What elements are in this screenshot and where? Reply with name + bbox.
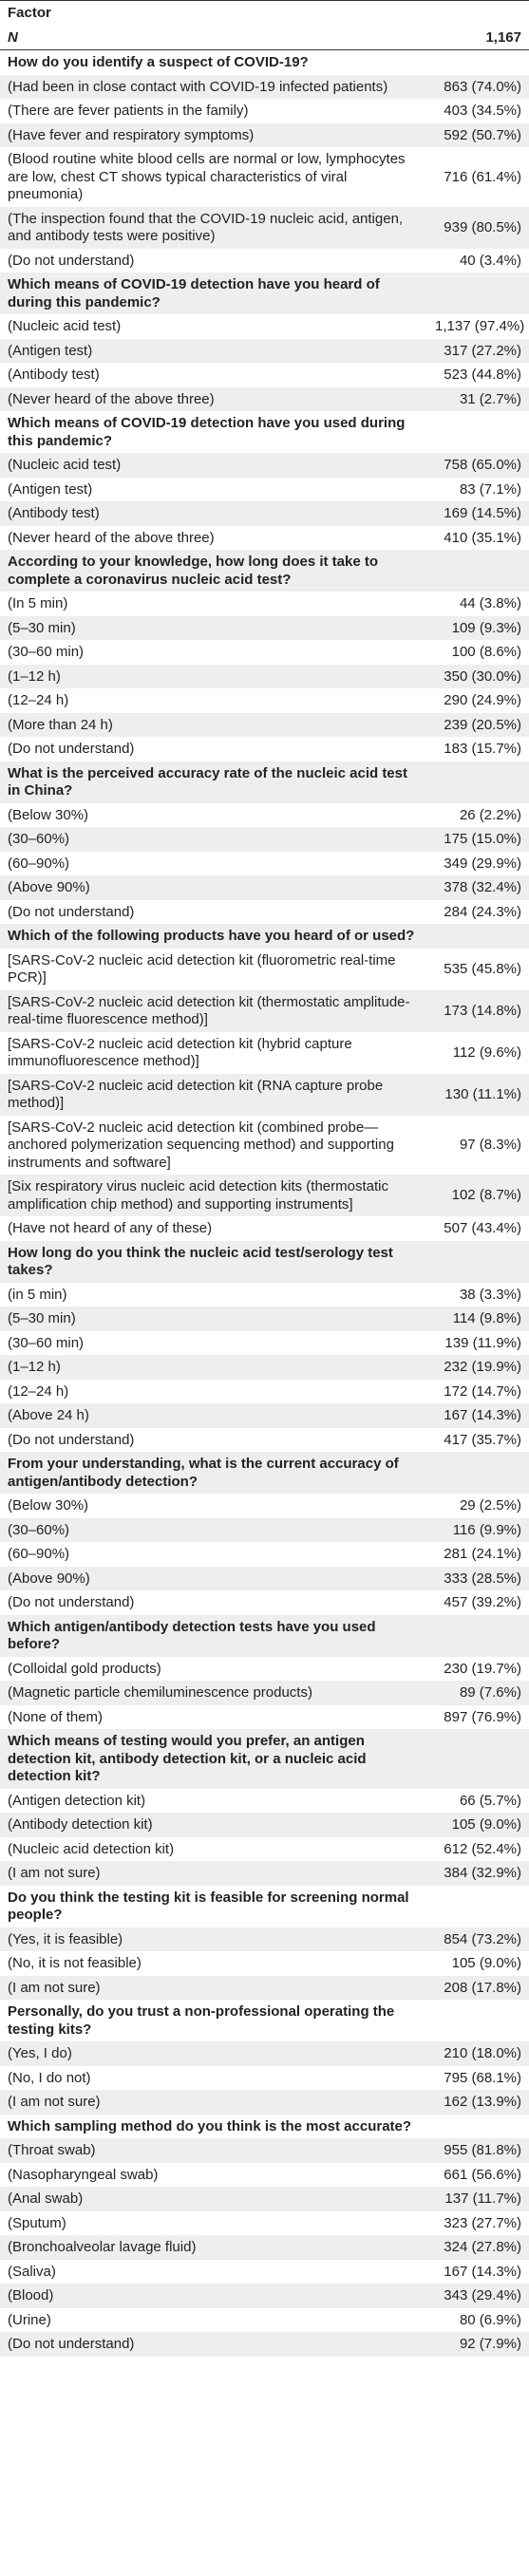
row-label: (5–30 min) [0,616,427,641]
row-value: 661 (56.6%) [444,2166,521,2183]
row-value: 40 (3.4%) [459,252,521,269]
row-value: 523 (44.8%) [444,367,521,383]
row-label: [Six respiratory virus nucleic acid detection kits (thermostatic amplification chip method) and supporting instruments] [0,1175,427,1216]
row-value: 239 (20.5%) [427,713,529,738]
row-value: 137 (11.7%) [427,2187,529,2211]
section-title: Which antigen/antibody detection tests have you used before? [0,1615,427,1657]
table-row [0,640,529,665]
row-label: (Nucleic acid test) [0,453,427,478]
section-title-empty-cell [427,50,529,75]
row-label: (30–60 min) [8,1334,85,1351]
row-label: (No, it is not feasible) [8,1955,142,1971]
row-label: (Never heard of the above three) [0,387,427,412]
row-value: 758 (65.0%) [427,453,529,478]
table-row [0,2308,529,2333]
row-label: (None of them) [8,1708,104,1725]
header-row [0,1,529,26]
section-title: How long do you think the nucleic acid test/serology test takes? [0,1241,427,1283]
row-label: (30–60%) [0,827,427,852]
row-value: 162 (13.9%) [427,2090,529,2115]
row-value: 80 (6.9%) [459,2311,521,2328]
section-title-row [0,1615,529,1657]
table-row [0,2090,529,2115]
row-label: [SARS-CoV-2 nucleic acid detection kit (fluorometric real-time PCR)] [8,951,396,986]
row-value: 105 (9.0%) [451,1955,521,1971]
row-label: [SARS-CoV-2 nucleic acid detection kit (hybrid capture immunofluorescence method)] [8,1035,352,1069]
table-row [0,1542,529,1567]
table-row [0,123,529,148]
row-label: (Colloidal gold products) [8,1660,161,1677]
table-row [0,339,529,364]
table-row [0,900,529,925]
row-value: 116 (9.9%) [427,1518,529,1543]
row-label: (No, I do not) [8,2069,91,2086]
table-row [0,2138,529,2163]
table-row [0,249,529,273]
row-value: 210 (18.0%) [427,2041,529,2066]
section-title-row [0,273,529,314]
row-label: (I am not sure) [0,1976,427,2001]
row-value: 102 (8.7%) [427,1175,529,1216]
row-label: (Do not understand) [8,252,135,269]
row-value: 795 (68.1%) [444,2069,521,2086]
table-row [0,1494,529,1518]
row-value: 232 (19.9%) [427,1355,529,1380]
row-value: 29 (2.5%) [459,1497,521,1514]
row-value: 173 (14.8%) [427,990,529,1032]
table-row [0,1681,529,1705]
table-row [0,387,529,412]
row-label: (Magnetic particle chemiluminescence products) [0,1681,427,1705]
row-label: (Below 30%) [8,806,89,823]
section-title-row [0,1886,529,1927]
row-value: 66 (5.7%) [459,1792,521,1809]
row-label: (Below 30%) [8,1497,89,1514]
row-label: (1–12 h) [0,1355,427,1380]
table-row [0,592,529,616]
section-title: Which sampling method do you think is the most accurate? [8,2117,412,2134]
table-row [0,1590,529,1615]
row-value: 172 (14.7%) [444,1382,521,1400]
section-title-empty-cell [427,1729,529,1789]
row-value: 130 (11.1%) [427,1074,529,1116]
section-title-empty-cell [427,411,529,453]
row-label: (Antigen test) [0,339,427,364]
table-row [0,1074,529,1116]
table-row [0,1657,529,1682]
row-label: (Do not understand) [8,741,135,757]
section-title-empty-cell [427,1886,529,1927]
factor-header: Factor [0,1,427,26]
section-title: Personally, do you trust a non-professional operating the testing kits? [8,2003,395,2038]
row-label: (Antibody test) [8,367,100,383]
n-value: 1,167 [427,26,529,50]
row-value: 38 (3.3%) [459,1286,521,1303]
section-title-row [0,762,529,803]
section-title-row [0,1452,529,1494]
section-title-row [0,2115,529,2139]
section-title-row [0,2000,529,2041]
table-row [0,2332,529,2357]
row-value: 403 (34.5%) [444,103,521,119]
row-value: 92 (7.9%) [427,2332,529,2357]
section-title-empty-cell [427,550,529,592]
table-row [0,1216,529,1241]
row-label: (Above 90%) [0,875,427,900]
row-value: 1,137 (97.4%) [435,318,525,334]
row-label: (Do not understand) [8,903,135,920]
row-value: 716 (61.4%) [444,168,521,185]
section-title-row [0,411,529,453]
row-value: 109 (9.3%) [427,616,529,641]
section-title-row [0,50,529,75]
row-value: 97 (8.3%) [459,1137,521,1153]
row-label: (Have fever and respiratory symptoms) [0,123,427,148]
table-row [0,314,529,339]
table-row [0,1837,529,1862]
row-value: 114 (9.8%) [427,1307,529,1331]
table-row [0,1175,529,1216]
table-row [0,803,529,828]
row-value: 863 (74.0%) [427,75,529,100]
table-row [0,990,529,1032]
section-title-empty-cell [427,273,529,314]
row-value: 323 (27.7%) [444,2214,521,2231]
row-label: (Had been in close contact with COVID-19 infected patients) [0,75,427,100]
row-value: 208 (17.8%) [427,1976,529,2001]
row-label: (Nasopharyngeal swab) [8,2166,159,2183]
row-value: 183 (15.7%) [444,741,521,757]
row-label: (Yes, I do) [0,2041,427,2066]
row-label: (Antibody test) [0,501,427,526]
row-label: (Antigen test) [8,480,93,498]
table-row [0,147,529,207]
row-label: (1–12 h) [0,665,427,689]
table-row [0,2187,529,2211]
table-row [0,1355,529,1380]
n-row [0,26,529,50]
row-label: [SARS-CoV-2 nucleic acid detection kit (combined probe—anchored polymerization sequencing method) and supporting instruments and software] [8,1119,394,1171]
row-value: 44 (3.8%) [459,595,521,611]
row-label: (Sputum) [8,2214,66,2231]
row-label: (Blood routine white blood cells are normal or low, lymphocytes are low, chest CT shows typical characteristics of viral pneumonia) [8,151,406,202]
table-row [0,1789,529,1814]
row-label: (30–60%) [0,1518,427,1543]
section-title-empty-cell [427,1615,529,1657]
row-label: (Antibody detection kit) [0,1813,427,1837]
row-label: [SARS-CoV-2 nucleic acid detection kit (thermostatic amplitude-real-time fluorescence method)] [0,990,427,1032]
section-title-empty-cell [427,2000,529,2041]
section-title-empty-cell [427,1452,529,1494]
table-row [0,2066,529,2091]
table-row [0,1283,529,1307]
row-value: 169 (14.5%) [427,501,529,526]
n-label: N [0,26,427,50]
table-row [0,875,529,900]
table-row [0,1032,529,1074]
row-value: 317 (27.2%) [427,339,529,364]
table-row [0,2235,529,2260]
row-value: 105 (9.0%) [427,1813,529,1837]
table-row [0,1380,529,1404]
section-title: According to your knowledge, how long does it take to complete a coronavirus nucleic acid test? [0,550,427,592]
section-title: From your understanding, what is the current accuracy of antigen/antibody detection? [0,1452,427,1494]
row-label: (Throat swab) [0,2138,427,2163]
row-value: 284 (24.3%) [444,903,521,920]
table-row [0,1403,529,1428]
section-title: Which means of COVID-19 detection have you heard of during this pandemic? [0,273,427,314]
row-value: 897 (76.9%) [444,1708,521,1725]
table-row [0,827,529,852]
row-value: 112 (9.6%) [452,1044,521,1061]
row-label: (I am not sure) [0,2090,427,2115]
row-label: (Do not understand) [8,1594,135,1610]
row-value: 230 (19.7%) [444,1660,521,1677]
row-label: (More than 24 h) [0,713,427,738]
table-row [0,207,529,249]
table-row [0,949,529,990]
section-title-empty-cell [427,1241,529,1283]
table-row [0,1428,529,1453]
table-row [0,1116,529,1175]
row-label: (in 5 min) [8,1286,67,1303]
table-row [0,2260,529,2285]
row-value: 167 (14.3%) [444,2263,521,2280]
row-label: (Have not heard of any of these) [8,1220,213,1236]
section-title-row [0,1241,529,1283]
row-value: 290 (24.9%) [444,692,521,708]
row-label: (Bronchoalveolar lavage fluid) [0,2235,427,2260]
row-label: (Do not understand) [0,2332,427,2357]
row-value: 612 (52.4%) [444,1840,521,1857]
row-label: (In 5 min) [8,595,68,611]
section-title: What is the perceived accuracy rate of the nucleic acid test in China? [0,762,427,803]
row-value: 417 (35.7%) [444,1431,521,1448]
table-row [0,1518,529,1543]
table-row [0,363,529,387]
row-value: 854 (73.2%) [427,1927,529,1952]
table-row [0,453,529,478]
row-value: 507 (43.4%) [444,1220,521,1236]
table-row [0,1976,529,2001]
table-row [0,852,529,876]
row-value: 349 (29.9%) [444,855,521,872]
row-value: 100 (8.6%) [451,644,521,660]
row-label: (Yes, it is feasible) [0,1927,427,1952]
row-value: 457 (39.2%) [444,1594,521,1610]
table-row [0,1927,529,1952]
section-title-empty-cell [427,762,529,803]
table-row [0,99,529,123]
section-title-row [0,1729,529,1789]
row-value: 26 (2.2%) [459,806,521,823]
row-label: (Nucleic acid detection kit) [8,1840,175,1857]
row-value: 343 (29.4%) [427,2284,529,2308]
section-title-empty-cell [427,924,529,949]
row-value: 175 (15.0%) [427,827,529,852]
row-value: 324 (27.8%) [427,2235,529,2260]
table-row [0,1813,529,1837]
row-label: (Antigen detection kit) [8,1792,146,1809]
row-label: (Never heard of the above three) [8,529,215,546]
row-value: 378 (32.4%) [427,875,529,900]
table-row [0,2163,529,2188]
header-empty-cell [427,1,529,26]
row-label: (12–24 h) [8,692,69,708]
row-value: 592 (50.7%) [427,123,529,148]
row-value: 89 (7.6%) [427,1681,529,1705]
row-value: 83 (7.1%) [459,480,521,498]
table-body [0,1,529,2357]
table-row [0,478,529,502]
table-row [0,1861,529,1886]
row-label: (60–90%) [8,1546,70,1562]
row-value: 535 (45.8%) [444,960,521,977]
row-label: (Do not understand) [8,1431,135,1448]
row-label: (There are fever patients in the family) [8,103,249,119]
section-title: Which means of COVID-19 detection have you used during this pandemic? [8,415,406,449]
table-row [0,1705,529,1730]
section-title: Which of the following products have you heard of or used? [0,924,427,949]
row-value: 939 (80.5%) [427,207,529,249]
row-value: 333 (28.5%) [427,1567,529,1591]
table-row [0,75,529,100]
section-title-row [0,924,529,949]
table-row [0,526,529,551]
table-row [0,665,529,689]
table-row [0,2211,529,2236]
row-label: (Blood) [0,2284,427,2308]
row-value: 384 (32.9%) [427,1861,529,1886]
table-row [0,1331,529,1356]
row-label: (Above 24 h) [0,1403,427,1428]
row-label: [SARS-CoV-2 nucleic acid detection kit (RNA capture probe method)] [0,1074,427,1116]
row-label: (12–24 h) [8,1382,69,1400]
table-row [0,501,529,526]
table-row [0,1307,529,1331]
row-value: 139 (11.9%) [444,1334,521,1351]
row-value: 31 (2.7%) [427,387,529,412]
row-label: (60–90%) [8,855,70,872]
row-value: 410 (35.1%) [444,529,521,546]
table-row [0,1567,529,1591]
row-label: (5–30 min) [0,1307,427,1331]
row-label: (Nucleic acid test) [8,318,122,334]
row-label: (Saliva) [8,2263,56,2280]
row-label: (Anal swab) [0,2187,427,2211]
section-title-row [0,550,529,592]
table-row [0,2284,529,2308]
row-label: (I am not sure) [0,1861,427,1886]
table-row [0,2041,529,2066]
row-label: (Above 90%) [0,1567,427,1591]
table-row [0,737,529,762]
table-row [0,688,529,713]
row-value: 281 (24.1%) [444,1546,521,1562]
row-value: 955 (81.8%) [427,2138,529,2163]
row-label: (Urine) [8,2311,51,2328]
row-value: 167 (14.3%) [427,1403,529,1428]
table-row [0,616,529,641]
row-value: 350 (30.0%) [427,665,529,689]
section-title: Which means of testing would you prefer, an antigen detection kit, antibody detection kit, or a nucleic acid detection kit? [0,1729,427,1789]
row-label: (The inspection found that the COVID-19 nucleic acid, antigen, and antibody tests were positive) [0,207,427,249]
table-row [0,713,529,738]
table-row [0,1951,529,1976]
section-title-empty-cell [427,2115,529,2139]
section-title: How do you identify a suspect of COVID-19? [8,54,309,70]
section-title: Do you think the testing kit is feasible for screening normal people? [8,1889,409,1923]
row-label: (30–60 min) [8,644,85,660]
